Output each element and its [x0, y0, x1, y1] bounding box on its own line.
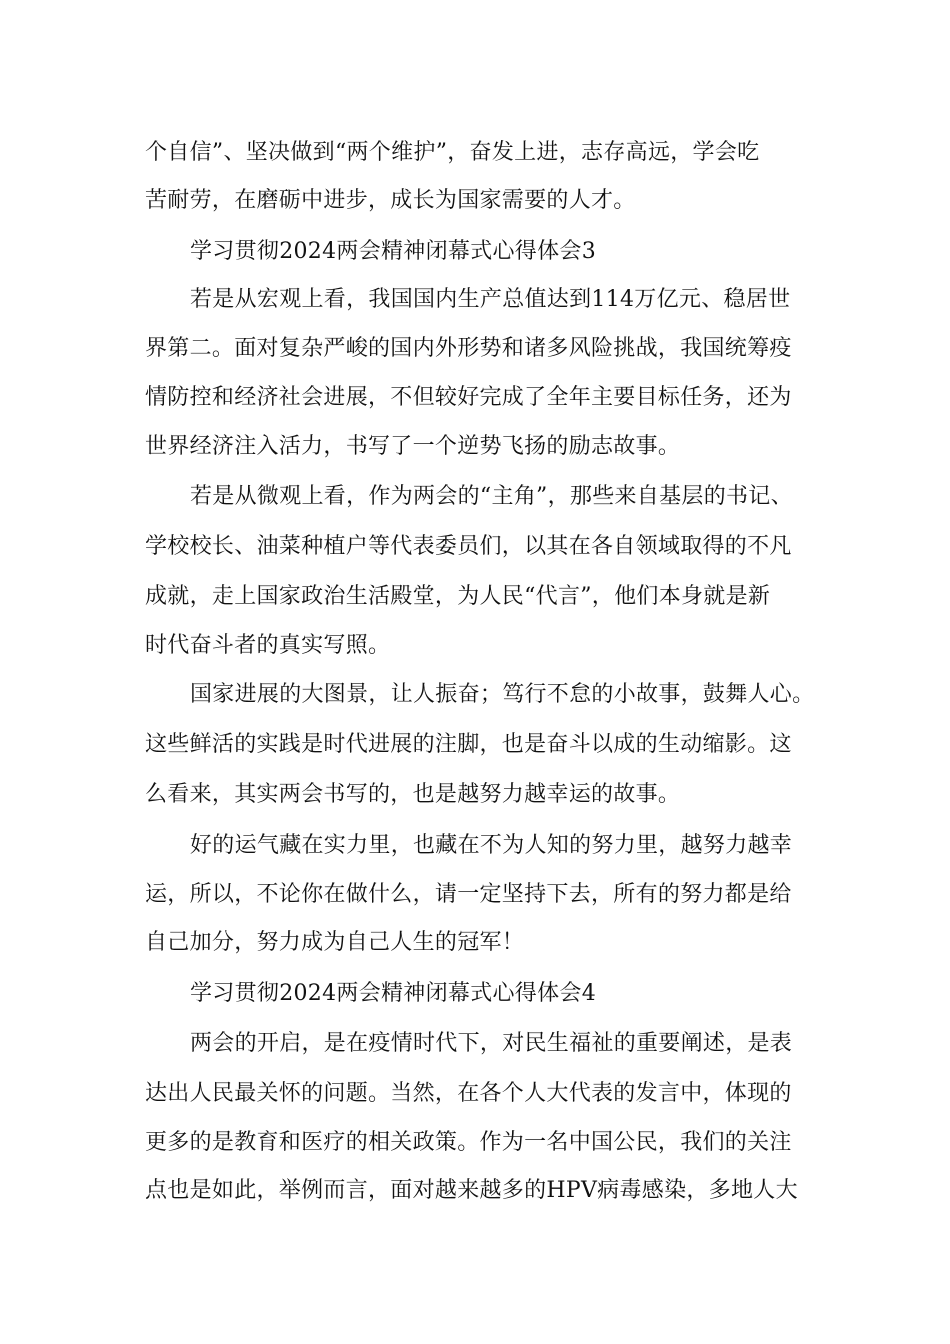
text-line: 成就，走上国家政治生活殿堂，为人民“代言”，他们本身就是新	[145, 584, 771, 609]
text-line: 运，所以，不论你在做什么，请一定坚持下去，所有的努力都是给	[145, 882, 792, 907]
text-line: 国家进展的大图景，让人振奋；笃行不怠的小故事，鼓舞人心。	[190, 682, 815, 707]
section-heading: 学习贯彻2024两会精神闭幕式心得体会4	[190, 981, 596, 1006]
text-line: 学校校长、油菜种植户等代表委员们，以其在各自领域取得的不凡	[145, 534, 792, 559]
text-line: 个自信”、坚决做到“两个维护”，奋发上进，志存高远，学会吃	[145, 140, 760, 165]
text-line: 若是从微观上看，作为两会的“主角”，那些来自基层的书记、	[190, 484, 793, 509]
text-line: 苦耐劳，在磨砺中进步，成长为国家需要的人才。	[145, 188, 636, 213]
text-line: 么看来，其实两会书写的，也是越努力越幸运的故事。	[145, 782, 681, 807]
text-line: 若是从宏观上看，我国国内生产总值达到114万亿元、稳居世	[190, 287, 791, 312]
text-line: 点也是如此，举例而言，面对越来越多的HPV病毒感染，多地人大	[145, 1178, 798, 1203]
text-line: 界第二。面对复杂严峻的国内外形势和诸多风险挑战，我国统筹疫	[145, 336, 792, 361]
text-line: 两会的开启，是在疫情时代下，对民生福祉的重要阐述，是表	[190, 1031, 793, 1056]
text-line: 自己加分，努力成为自己人生的冠军！	[145, 930, 525, 955]
text-line: 世界经济注入活力，书写了一个逆势飞扬的励志故事。	[145, 434, 681, 459]
section-heading: 学习贯彻2024两会精神闭幕式心得体会3	[190, 239, 596, 264]
text-line: 达出人民最关怀的问题。当然，在各个人大代表的发言中，体现的	[145, 1081, 792, 1106]
text-line: 这些鲜活的实践是时代进展的注脚，也是奋斗以成的生动缩影。这	[145, 732, 792, 757]
text-line: 好的运气藏在实力里，也藏在不为人知的努力里，越努力越幸	[190, 833, 793, 858]
text-line: 情防控和经济社会进展，不但较好完成了全年主要目标任务，还为	[145, 385, 792, 410]
text-line: 更多的是教育和医疗的相关政策。作为一名中国公民，我们的关注	[145, 1130, 792, 1155]
text-line: 时代奋斗者的真实写照。	[145, 633, 391, 658]
